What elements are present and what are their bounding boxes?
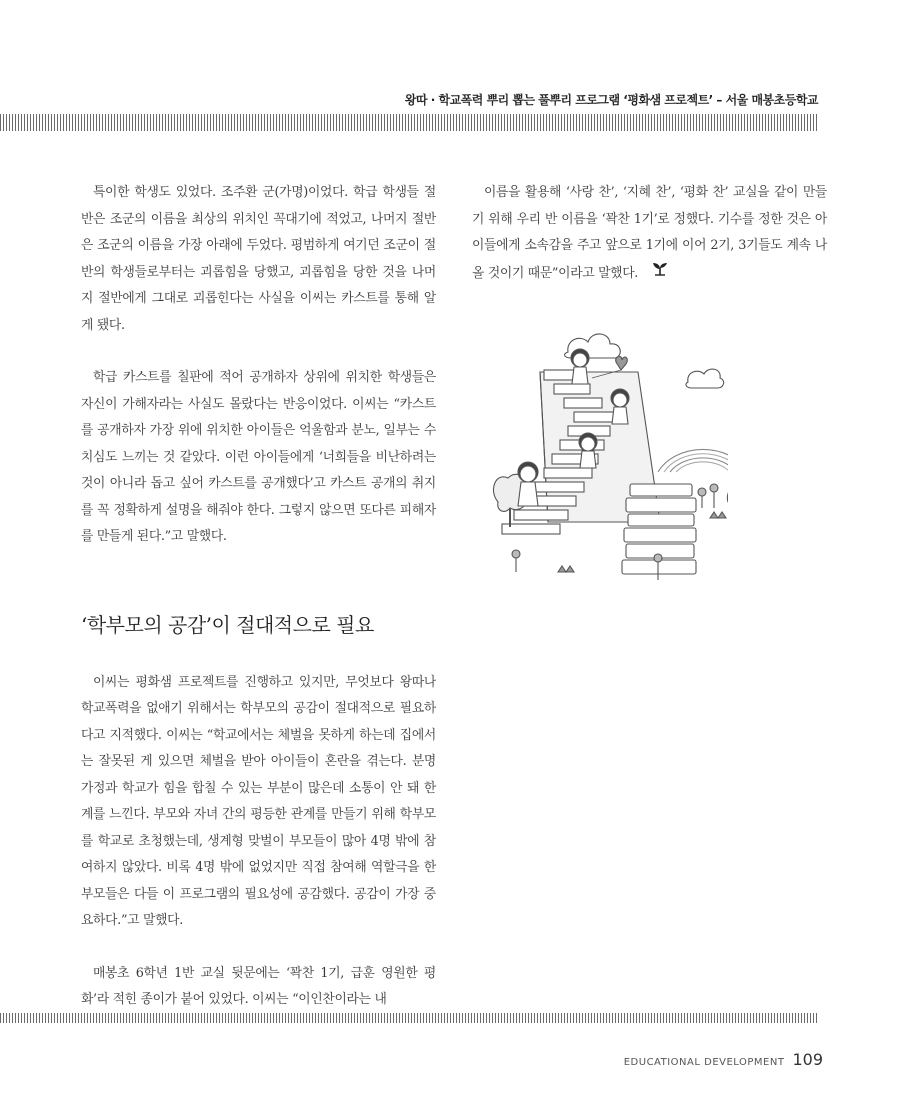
body-paragraph-2: 학급 카스트를 칠판에 적어 공개하자 상위에 위치한 학생들은 자신이 가해자라는 사실도 몰랐다는 반응이었다. 이씨는 “카스트를 공개하자 가장 위에 위치한 아이들은 억울함과 분노, 일부는 수치심도 느끼는 것 같았다. 이런 아이들에게 ‘너희들을 비난하려는 것이 아니라 돕고 싶어 카스트를 공개했다’고 카스트 공개의 취지를 꼭 정확하게 설명을 해줘야 한다. 그렇지 않으면 또다른 피해자를 만들게 된다.”고 말했다.	[81, 370, 436, 544]
body-paragraph-right-1	[472, 180, 827, 287]
body-paragraph-right-1-text: 이름을 활용해 ‘사랑 찬’, ‘지혜 찬’, ‘평화 찬’ 교실을 같이 만들기 위해 우리 반 이름을 ‘꽉찬 1기’로 정했다. 기수를 정한 것은 아이들에게 소속감을 주고 앞으로 1기에 이어 2기, 3기들도 계속 나올 것이기 때문”이라고 말했다.	[472, 185, 827, 281]
children-climbing-book-stairs-illustration	[488, 322, 728, 592]
body-paragraph-4: 매봉초 6학년 1반 교실 뒷문에는 ‘꽉찬 1기, 급훈 영원한 평화’라 적힌 종이가 붙어 있었다. 이씨는 “이인찬이라는 내	[81, 965, 436, 1007]
footer-brand-name: EDUCATIONAL DEVELOPMENT	[623, 1057, 785, 1068]
left-column	[81, 180, 436, 1014]
page-number: 109	[792, 1050, 823, 1069]
sprout-end-mark-icon	[640, 260, 668, 287]
right-column	[472, 180, 827, 287]
running-header-title: 왕따 · 학교폭력 뿌리 뽑는 풀뿌리 프로그램 ‘평화샘 프로젝트’ – 서울 매봉초등학교	[404, 93, 818, 107]
footer	[624, 1050, 823, 1069]
body-paragraph-3: 이씨는 평화샘 프로젝트를 진행하고 있지만, 무엇보다 왕따나 학교폭력을 없애기 위해서는 학부모의 공감이 절대적으로 필요하다고 지적했다. 이씨는 “학교에서는 체벌을 못하게 하는데 집에서는 잘못된 게 있으면 체벌을 받아 아이들이 혼란을 겪는다. 분명 가정과 학교가 힘을 합칠 수 있는 부분이 많은데 소통이 안 돼 한계를 느낀다. 부모와 자녀 간의 평등한 관계를 만들기 위해 학부모를 학교로 초청했는데, 생계형 맞벌이 부모들이 많아 4명 밖에 참여하지 않았다. 비록 4명 밖에 없었지만 직접 참여해 역할극을 한 부모들은 다들 이 프로그램의 필요성에 공감했다. 공감이 가장 중요하다.”고 말했다.	[81, 674, 436, 928]
footer-stripe-divider	[0, 1013, 818, 1023]
body-paragraph-1: 특이한 학생도 있었다. 조주환 군(가명)이었다. 학급 학생들 절반은 조군의 이름을 최상의 위치인 꼭대기에 적었고, 나머지 절반은 조군의 이름을 가장 아래에 두었다. 평범하게 여기던 조군이 절반의 학생들로부터는 괴롭힘을 당했고, 괴롭힘을 당한 것을 나머지 절반에게 그대로 괴롭힌다는 사실을 이씨는 카스트를 통해 알게 됐다.	[81, 185, 436, 333]
header-stripe-divider	[0, 114, 818, 131]
section-heading: ‘학부모의 공감’이 절대적으로 필요	[81, 612, 374, 637]
